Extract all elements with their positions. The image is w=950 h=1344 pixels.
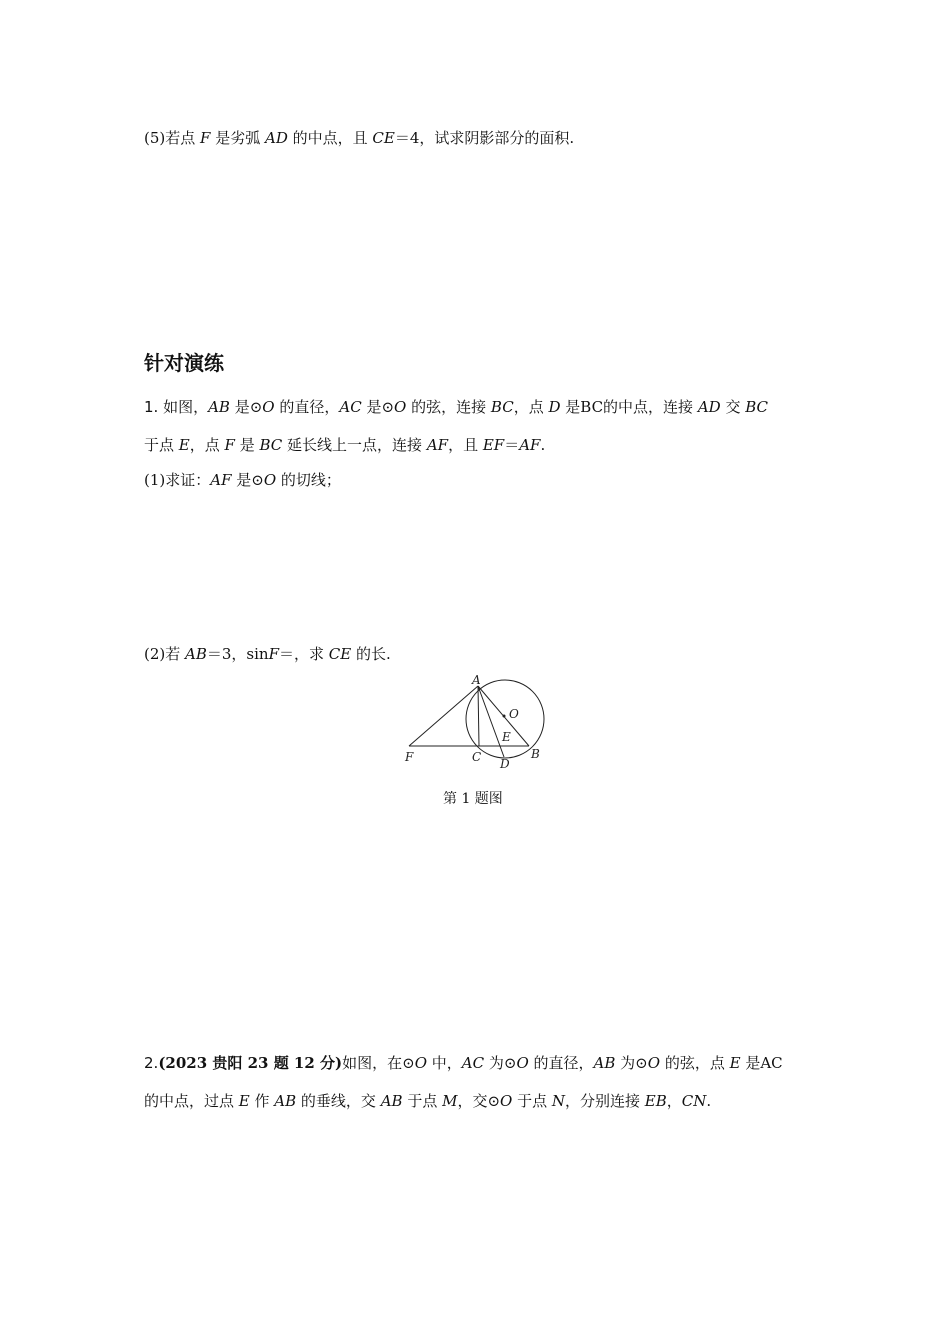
- q1-line1: 1. 如图，AB 是⊙O 的直径，AC 是⊙O 的弦，连接 BC，点 D 是BC的中点，连接 AD 交 BC: [144, 398, 769, 416]
- q2-line1: 2.(2023 贵阳 23 题 12 分)如图，在⊙O 中，AC 为⊙O 的直径，AB 为⊙O 的弦，点 E 是AC: [144, 1054, 783, 1072]
- label-b: B: [531, 747, 540, 761]
- q1-part1: (1)求证：AF 是⊙O 的切线；: [144, 471, 341, 489]
- label-d: D: [500, 757, 510, 771]
- segment-ac: [478, 686, 479, 746]
- part5-question: (5)若点 F 是劣弧 AD 的中点，且 CE＝4，试求阴影部分的面积.: [144, 129, 575, 147]
- q1-part2: (2)若 AB＝3，sinF＝，求 CE 的长.: [144, 645, 391, 663]
- label-f: F: [405, 750, 414, 764]
- label-e: E: [502, 730, 511, 744]
- center-point-o: [503, 715, 506, 718]
- geometry-figure: [400, 672, 550, 772]
- figure-caption: 第 1 题图: [443, 791, 503, 807]
- segment-af: [409, 686, 478, 746]
- label-c: C: [472, 750, 482, 764]
- label-o: O: [509, 707, 519, 721]
- q1-line2: 于点 E，点 F 是 BC 延长线上一点，连接 AF，且 EF＝AF.: [144, 436, 546, 454]
- label-a: A: [472, 673, 481, 687]
- q2-line2: 的中点，过点 E 作 AB 的垂线，交 AB 于点 M，交⊙O 于点 N，分别连接 EB，CN.: [144, 1092, 712, 1110]
- section-title: 针对演练: [144, 351, 224, 375]
